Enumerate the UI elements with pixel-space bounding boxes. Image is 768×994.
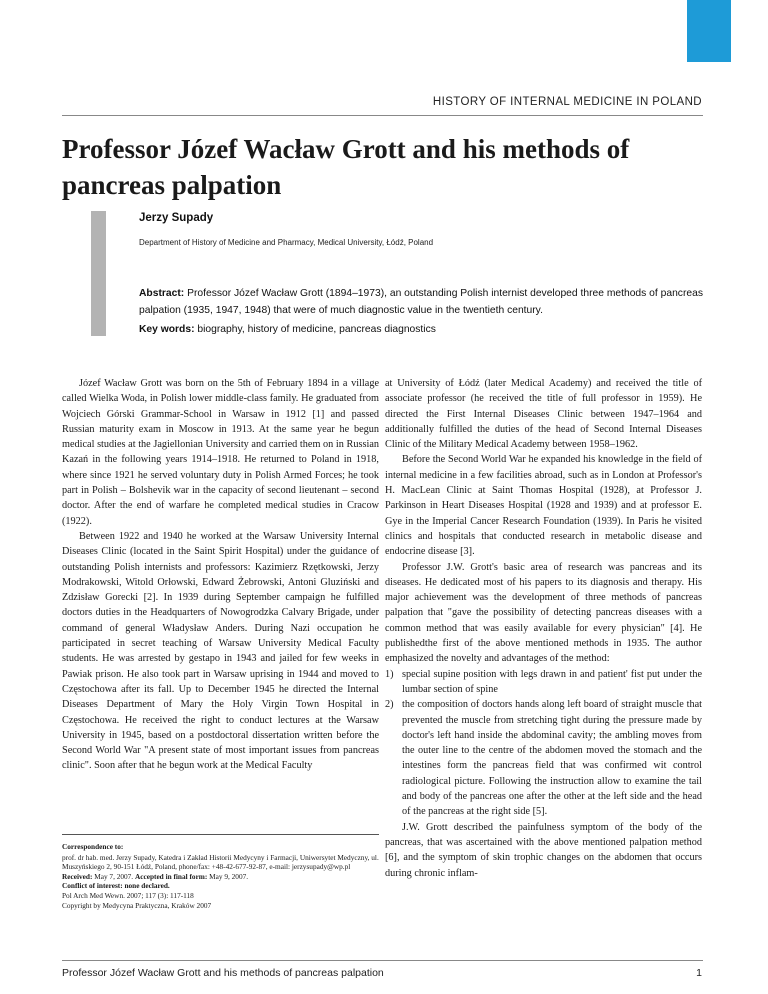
author-affiliation: Department of History of Medicine and Pharmacy, Medical University, Łódź, Poland — [139, 238, 434, 247]
correspondence-address: prof. dr hab. med. Jerzy Supady, Katedra i Zakład Historii Medycyny i Farmacji, Uniwersytet Medyczny, ul. Muszyńskiego 2, 90-151 Łódź, Poland, phone/fax: +48-42-677-92-87, e-mail: jerzysupady@wp.pl — [62, 852, 379, 872]
abstract-label: Abstract: — [139, 288, 185, 299]
abstract-text: Professor Józef Wacław Grott (1894–1973), an outstanding Polish internist developed three methods of pancreas palpation (1935, 1947, 1948) that were of much diagnostic value in the twentieth century. — [139, 288, 703, 316]
accepted-value: May 9, 2007. — [209, 871, 249, 881]
article-title: Professor Józef Wacław Grott and his methods of pancreas palpation — [62, 134, 630, 200]
body-paragraph: Between 1922 and 1940 he worked at the Warsaw University Internal Diseases Clinic (located in the Saint Spirit Hospital) under the guidance of outstanding Polish internists and professors: Kazimierz Rzętkowski, Jerzy Modrakowski, Witold Orłowski, Edward Żebrowski, Antoni Gluziński and Zdzisław Gorecki [2]. In 1939 during September campaign he fulfilled doctors duties in the Headquarters of Nowogrodzka Calvary Brigade, under command of general Władysław Anders. During Nazi occupation he participated in secret teaching of Warsaw University Medical Faculty students. He was arrested by gestapo in 1943 and jailed for few weeks in Pawiak prison. He also took part in Warsaw uprising in 1944 and moved to Częstochowa after its fall. Up to December 1945 he directed the Internal Diseases Department of Mary the Holy Virgin Town Hospital in Częstochowa. He received the right to conduct lectures at the Warsaw University in 1945, based on a postdoctoral dissertation written before the Second World War "A present state of most important issues from pancreas clinic". Soon after that he begun work at the Medical Faculty — [62, 530, 379, 772]
list-item — [385, 667, 702, 698]
list-item-text: the composition of doctors hands along left board of straight muscle that prevented the muscle from stretching tight during the pressure made by doctor's left hand inside the abdominal cavity; the ambling moves from the outer line to the centre of the abdomen moved the stomach and the intestines form the pancreas field that was confirmed wit control radiological picture. Following the instruction allow to examine the tail and body of the pancreas one after the other at the left side and the head of the pancreas at the right side [5]. — [402, 699, 702, 818]
conflict-statement: Conflict of interest: none declared. — [62, 881, 170, 891]
author-name: Jerzy Supady — [139, 212, 214, 224]
header-accent-bar — [687, 0, 731, 62]
received-value: May 7, 2007. — [94, 871, 134, 881]
received-line — [62, 872, 379, 882]
list-item-text: special supine position with legs drawn in and patient' fist put under the lumbar section of spine — [402, 668, 702, 695]
body-paragraph: Józef Wacław Grott was born on the 5th of February 1894 in a village called Wielka Woda, in Polish lower middle-class family. He graduated from Wojciech Górski Grammar-School in Warsaw in 1912 [1] and passed Russian maturity exam in Moscow in 1913. At the same year he begun medical studies at the Jagiellonian University and carried them on in Russian Kazań in the following years 1914–1918. He returned to Poland in 1918, where since 1921 he served voluntary duty in Polish Armed Forces; he took part in Polish – Bolshevik war in the capacity of second lieutenant – second doctor. After the end of warfare he completed medical studies in Cracow (1922). — [62, 378, 379, 527]
correspondence-heading: Correspondence to: — [62, 842, 124, 851]
body-column-right — [385, 376, 702, 881]
body-paragraph: J.W. Grott described the painfulness symptom of the body of the pancreas, that was ascertained with the above mentioned palpation method [6], and the symptom of skin trophic changes on the abdomen that occurs during chronic inflam- — [385, 821, 702, 879]
keywords-label: Key words: — [139, 324, 195, 335]
running-title: Professor Józef Wacław Grott and his methods of pancreas palpation — [62, 967, 384, 979]
footer-rule — [62, 960, 703, 961]
list-item-number: 2) — [385, 699, 394, 711]
section-label: HISTORY OF INTERNAL MEDICINE IN POLAND — [432, 96, 702, 108]
body-paragraph: Before the Second World War he expanded his knowledge in the field of internal medicine in a few facilities abroad, such as in London at Professor's H. MacLean Clinic at Saint Thomas Hospital (1928), at Professor J. Parkinson in Heart Diseases Hospital (1928 and 1939) and at professor E. Gye in the Imperial Cancer Research Foundation (1939). In Paris he visited clinics and hospitals that conducted research in metabolic disease and endocrine disease [3]. — [385, 454, 702, 558]
list-item — [385, 697, 702, 819]
accepted-label: Accepted in final form: — [134, 871, 208, 881]
header-rule — [62, 115, 703, 116]
journal-citation: Pol Arch Med Wewn. 2007; 117 (3): 117-118 — [62, 890, 194, 900]
page-number: 1 — [696, 967, 702, 979]
body-paragraph: at University of Łódź (later Medical Academy) and received the title of associate professor (he received the title of full professor in 1959). He directed the First Internal Diseases Clinic between 1947–1964 and additionally fulfilled the duties of the head of Second Internal Diseases Clinic of the Military Medical Academy between 1958–1962. — [385, 378, 702, 451]
keywords — [139, 322, 709, 337]
list-item-number: 1) — [385, 668, 394, 680]
copyright-line: Copyright by Medycyna Praktyczna, Kraków 2007 — [62, 900, 212, 910]
correspondence-rule — [62, 834, 379, 835]
header-grey-block — [91, 211, 106, 336]
method-list — [385, 667, 702, 820]
keywords-text: biography, history of medicine, pancreas diagnostics — [197, 324, 436, 335]
received-label: Received: — [62, 871, 93, 881]
body-paragraph: Professor J.W. Grott's basic area of research was pancreas and its diseases. He dedicated most of his papers to its diagnosis and therapy. His major achievement was the development of three methods of pancreas palpation that "gave the possibility of detecting pancreas diseases with a common method that was easily available for every physician" [4]. He publishedthe first of the above mentioned methods in 1935. The author emphasized the novelty and advantages of the method: — [385, 561, 702, 665]
correspondence-box — [62, 842, 379, 910]
body-column-left — [62, 376, 379, 774]
abstract — [139, 285, 709, 319]
